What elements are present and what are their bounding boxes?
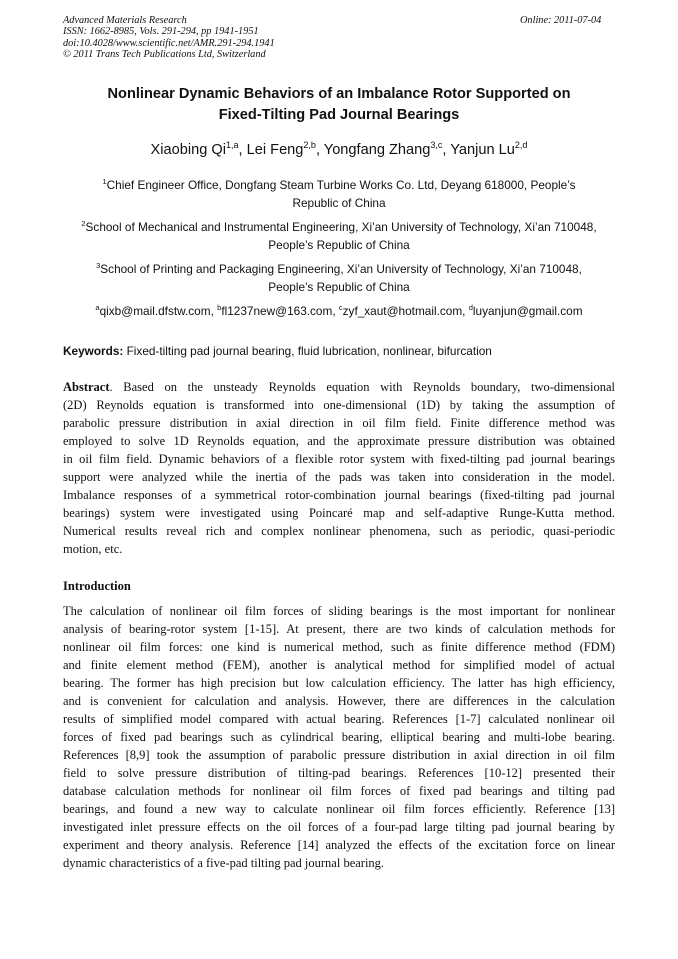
affiliation-text: Chief Engineer Office, Dongfang Steam Turbine Works Co. Ltd, Deyang 618000, People’s xyxy=(106,178,576,192)
email-address: zyf_xaut@hotmail.com xyxy=(342,304,463,318)
keywords-label: Keywords: xyxy=(63,344,124,358)
copyright-line: © 2011 Trans Tech Publications Ltd, Switzerland xyxy=(63,48,266,60)
keywords xyxy=(63,342,615,360)
author-name: Xiaobing Qi xyxy=(150,142,226,158)
author-affiliation-mark: 2,b xyxy=(303,140,316,150)
affiliation-1 xyxy=(63,176,615,212)
body-line: analysis of bearing-rotor system [1-15]. At present, there are two kinds of calculation methods for xyxy=(63,622,615,636)
body-line: forces of fixed pad bearings such as cylindrical bearing, elliptical bearing and multi-lobe bearing. xyxy=(63,730,615,744)
affiliation-2 xyxy=(63,218,615,254)
abstract-line: in oil film field. Dynamic behaviors of a flexible rotor system with fixed-tilting pad journal bearings xyxy=(63,452,615,466)
body-line: investigated inlet pressure effects on the oil forces of a four-pad large tilting pad journal bearing by xyxy=(63,820,615,834)
email-mark: c xyxy=(338,303,343,312)
body-line: The calculation of nonlinear oil film forces of sliding bearings is the most important for nonlinear xyxy=(63,604,615,618)
affiliation-text: Republic of China xyxy=(292,196,386,210)
body-line: field to solve pressure distribution of tilting-pad bearings. References [10-12] presented their xyxy=(63,766,615,780)
abstract-line: Numerical results reveal rich and complex nonlinear phenomena, such as periodic, quasi-periodic xyxy=(63,524,615,538)
abstract-line: (2D) Reynolds equation is transformed into one-dimensional (1D) by taking the assumption of xyxy=(63,398,615,412)
author-separator: , xyxy=(238,142,247,158)
abstract-line: motion, etc. xyxy=(63,542,123,556)
body-line: bearing. The former has high precision but low calculation efficiency. The latter has high efficiency, xyxy=(63,676,615,690)
journal-name: Advanced Materials Research xyxy=(63,15,187,26)
abstract-line: . Based on the unsteady Reynolds equation with Reynolds boundary, two-dimensional xyxy=(109,380,615,394)
doi-line: doi:10.4028/www.scientific.net/AMR.291-294.1941 xyxy=(63,37,275,49)
body-line: bearings, and found a new way to calculate nonlinear oil film forces efficiently. Reference [13] xyxy=(63,802,615,816)
email-list: $^a$qixb@mail.dfstw.com, $^b$fl1237new@163.com, $^c$zyf_xaut@hotmail.com, $^d$luyanjun@gmail.com xyxy=(95,303,583,318)
email-mark: b xyxy=(217,303,222,312)
affiliation-text: People’s Republic of China xyxy=(268,280,410,294)
issn-line: ISSN: 1662-8985, Vols. 291-294, pp 1941-1951 xyxy=(63,26,259,38)
author-affiliation-mark: 2,d xyxy=(514,140,528,150)
body-line: results of simplified model compared with actual bearing. References [1-7] calculated nonlinear oil xyxy=(63,712,615,726)
keywords-text: Fixed-tilting pad journal bearing, fluid lubrication, nonlinear, bifurcation xyxy=(123,344,492,358)
title-line: Fixed-Tilting Pad Journal Bearings xyxy=(218,107,460,123)
body-line: and finite element method (FEM), another is analytical method for simplified model of actual xyxy=(63,658,615,672)
affiliation-text: School of Printing and Packaging Engineering, Xi’an University of Technology, Xi’an 710048, xyxy=(100,262,582,276)
author-separator: , xyxy=(442,142,451,158)
title-line: Nonlinear Dynamic Behaviors of an Imbalance Rotor Supported on xyxy=(107,86,571,102)
abstract-line: bearings) system were investigated using Poincaré map and self-adaptive Runge-Kutta method. xyxy=(63,506,615,520)
affiliation-text: School of Mechanical and Instrumental Engineering, Xi’an University of Technology, Xi’an 710048, xyxy=(85,220,597,234)
email-mark: d xyxy=(468,303,473,312)
author-name: Yongfang Zhang xyxy=(323,142,431,158)
online-date: Online: 2011-07-04 xyxy=(520,15,602,26)
author-separator: , xyxy=(315,142,324,158)
abstract-line: parabolic pressure distribution in axial direction in oil film field. Finite difference method was xyxy=(63,416,615,430)
body-line: database calculation methods for nonlinear oil film forces of fixed pad bearings and tilting pad xyxy=(63,784,615,798)
email-address: qixb@mail.dfstw.com xyxy=(99,304,211,318)
journal-header xyxy=(63,15,275,60)
affiliation-3 xyxy=(63,260,615,296)
abstract xyxy=(63,378,615,558)
body-line: dynamic characteristics of a five-pad tilting pad journal bearing. xyxy=(63,856,385,870)
paper-title xyxy=(63,84,615,126)
email-address: luyanjun@gmail.com xyxy=(472,304,583,318)
author-name: Lei Feng xyxy=(246,142,304,158)
abstract-line: support were analyzed while the inertia of the pads was taken into consideration in the model. xyxy=(63,470,615,484)
affiliation-text: People’s Republic of China xyxy=(268,238,410,252)
author-affiliation-mark: 1,a xyxy=(226,140,239,150)
abstract-line: Imbalance responses of a symmetrical rotor-combination journal bearings (fixed-tilting pad journal xyxy=(63,488,615,502)
body-line: and is convenient for calculation and analysis. However, there are differences in the calculation xyxy=(63,694,615,708)
author-name: Yanjun Lu xyxy=(450,142,515,158)
author-affiliation-mark: 3,c xyxy=(430,140,443,150)
abstract-label: Abstract xyxy=(63,380,110,394)
affiliation-mark: 1 xyxy=(102,177,107,186)
author-list xyxy=(63,139,615,161)
introduction-body xyxy=(63,602,615,872)
affiliation-mark: 3 xyxy=(96,261,101,270)
abstract-line: employed to solve 1D Reynolds equation, and the approximate pressure distribution was obtained xyxy=(63,434,615,448)
section-heading-introduction: Introduction xyxy=(63,579,131,593)
body-line: nonlinear oil film forces: one kind is numerical method, such as finite difference method (FDM) xyxy=(63,640,615,654)
body-line: References [8,9] took the assumption of parabolic pressure distribution in axial direction in oil film xyxy=(63,748,615,762)
body-line: experiment and theory analysis. Reference [14] analyzed the effects of the excitation force on linear xyxy=(63,838,615,852)
email-mark: a xyxy=(95,303,100,312)
email-address: fl1237new@163.com xyxy=(221,304,333,318)
affiliation-mark: 2 xyxy=(81,219,86,228)
